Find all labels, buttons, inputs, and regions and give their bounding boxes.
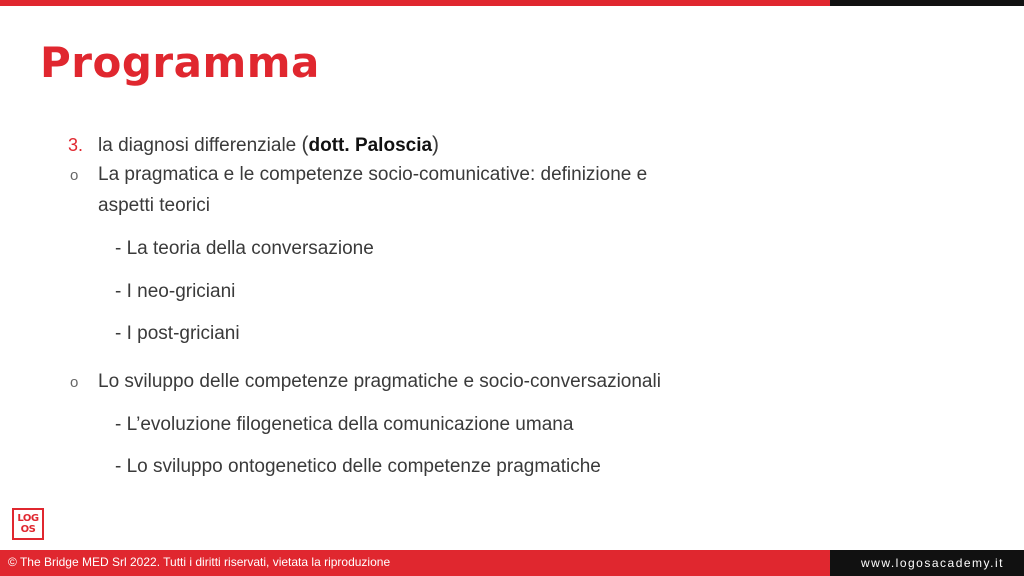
logos-logo xyxy=(12,508,44,540)
list-number: 3. xyxy=(68,135,84,155)
footer-copyright: © The Bridge MED Srl 2022. Tutti i diritti riservati, vietata la riproduzione xyxy=(0,550,830,576)
bullet-marker: o xyxy=(70,374,79,391)
list-item-pragmatica-line2: aspetti teorici xyxy=(98,195,210,216)
logo-text-bottom: OS xyxy=(20,524,36,535)
list-item-sviluppo: Lo sviluppo delle competenze pragmatiche e socio-conversazionali xyxy=(98,371,661,392)
paren-close: ) xyxy=(432,133,440,156)
bullet-marker: o xyxy=(70,167,79,184)
page-title: Programma xyxy=(40,38,320,87)
paren-open: ( xyxy=(301,133,309,156)
speaker-name: dott. Paloscia xyxy=(308,135,433,156)
logo-text-top: LOG xyxy=(17,513,39,524)
sub-item-teoria: - La teoria della conversazione xyxy=(115,238,374,259)
sub-item-ontogenetico: - Lo sviluppo ontogenetico delle competenze pragmatiche xyxy=(115,456,601,477)
sub-item-post-griciani: - I post-griciani xyxy=(115,323,240,344)
sub-item-neo-griciani: - I neo-griciani xyxy=(115,281,236,302)
footer-website: www.logosacademy.it xyxy=(830,550,1024,576)
sub-item-evoluzione: - L’evoluzione filogenetica della comunicazione umana xyxy=(115,414,574,435)
item-text: la diagnosi differenziale xyxy=(98,135,302,156)
list-item-pragmatica-line1: La pragmatica e le competenze socio-comunicative: definizione e xyxy=(98,164,648,185)
list-item-diagnosi xyxy=(98,133,439,157)
